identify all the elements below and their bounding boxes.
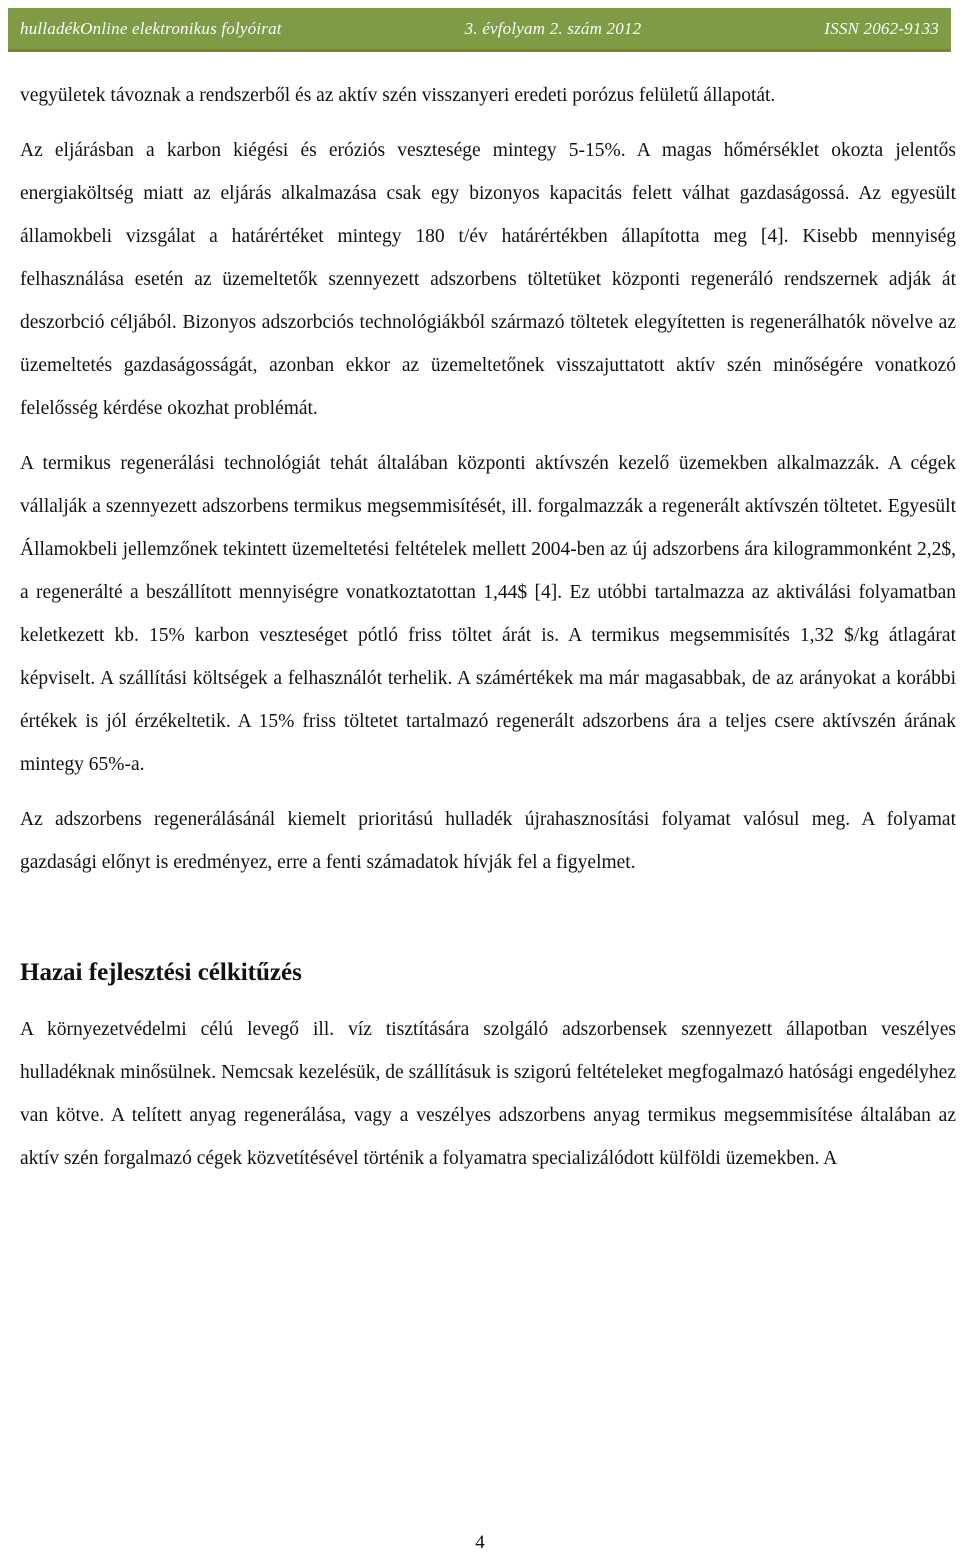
page-number: 4: [475, 1532, 485, 1553]
journal-volume: 3. évfolyam 2. szám 2012: [464, 18, 642, 38]
journal-header: [8, 8, 951, 52]
paragraph-1: vegyületek távoznak a rendszerből és az aktív szén visszanyeri eredeti porózus felületű állapotát.: [20, 85, 776, 106]
journal-issn: ISSN 2062-9133: [824, 18, 939, 38]
journal-title: hulladékOnline elektronikus folyóirat: [20, 18, 282, 38]
article-body: [20, 74, 956, 1180]
paragraph-3: A termikus regenerálási technológiát tehát általában központi aktívszén kezelő üzemekben alkalmazzák. A cégek vállalják a szennyezett adszorbens termikus megsemmisítését, ill. forgalmazzák a regenerált aktívszén töltetet. Egyesült Államokbeli jellemzőnek tekintett üzemeltetési feltételek mellett 2004-ben az új adszorbens ára kilogrammonként 2,2$, a regenerálté a beszállított mennyiségre vonatkoztatottan 1,44$ [4]. Ez utóbbi tartalmazza az aktiválási folyamatban keletkezett kb. 15% karbon veszteséget pótló friss töltet árát is. A termikus megsemmisítés 1,32 $/kg átlagárat képviselt. A szállítási költségek a felhasználót terhelik. A számértékek ma már magasabbak, de az arányokat a korábbi értékek is jól érzékeltetik. A 15% friss töltetet tartalmazó regenerált adszorbens ára a teljes csere aktívszén árának mintegy 65%-a.: [20, 453, 956, 775]
paragraph-4: Az adszorbens regenerálásánál kiemelt prioritású hulladék újrahasznosítási folyamat valósul meg. A folyamat gazdasági előnyt is eredményez, erre a fenti számadatok hívják fel a figyelmet.: [20, 809, 956, 873]
section-heading: Hazai fejlesztési célkitűzés: [20, 959, 302, 986]
paragraph-2: Az eljárásban a karbon kiégési és eróziós vesztesége mintegy 5-15%. A magas hőmérséklet okozta jelentős energiaköltség miatt az eljárás alkalmazása csak egy bizonyos kapacitás felett válhat gazdaságossá. Az egyesült államokbeli vizsgálat a határértéket mintegy 180 t/év határértékben állapította meg [4]. Kisebb mennyiség felhasználása esetén az üzemeltetők szennyezett adszorbens töltetüket központi regeneráló rendszernek adják át deszorbció céljából. Bizonyos adszorbciós technológiákból származó töltetek elegyítetten is regenerálhatók növelve az üzemeltetés gazdaságosságát, azonban ekkor az üzemeltetőnek visszajuttatott aktív szén minőségére vonatkozó felelősség kérdése okozhat problémát.: [20, 140, 956, 419]
section-paragraph: A környezetvédelmi célú levegő ill. víz tisztítására szolgáló adszorbensek szennyezett állapotban veszélyes hulladéknak minősülnek. Nemcsak kezelésük, de szállításuk is szigorú feltételeket megfogalmazó hatósági engedélyhez van kötve. A telített anyag regenerálása, vagy a veszélyes adszorbens anyag termikus megsemmisítése általában az aktív szén forgalmazó cégek közvetítésével történik a folyamatra specializálódott külföldi üzemekben. A: [20, 1019, 956, 1169]
